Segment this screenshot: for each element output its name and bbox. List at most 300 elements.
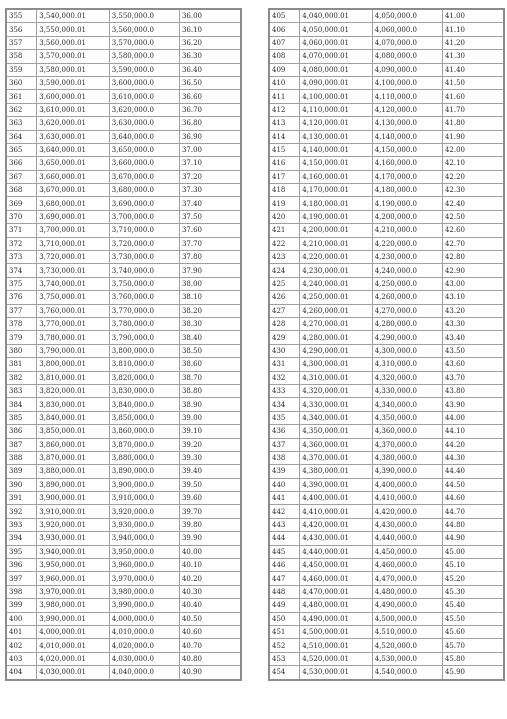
range-from-cell: 4,300,000.01 xyxy=(300,358,372,371)
rate-cell: 41.30 xyxy=(442,50,504,63)
rate-cell: 36.60 xyxy=(179,90,241,103)
row-number-cell: 428 xyxy=(269,317,300,330)
row-number-cell: 412 xyxy=(269,103,300,116)
row-number-cell: 402 xyxy=(6,639,37,652)
row-number-cell: 386 xyxy=(6,425,37,438)
range-from-cell: 3,920,000.01 xyxy=(37,518,109,531)
rate-cell: 44.90 xyxy=(442,532,504,545)
rate-cell: 37.30 xyxy=(179,184,241,197)
range-to-cell: 4,070,000.0 xyxy=(372,36,442,49)
rate-cell: 36.30 xyxy=(179,50,241,63)
range-from-cell: 3,790,000.01 xyxy=(37,344,109,357)
range-from-cell: 4,100,000.01 xyxy=(300,90,372,103)
table-row xyxy=(269,451,504,464)
rate-cell: 41.90 xyxy=(442,130,504,143)
table-row xyxy=(6,237,241,250)
range-from-cell: 3,890,000.01 xyxy=(37,478,109,491)
rate-cell: 41.20 xyxy=(442,36,504,49)
range-from-cell: 3,710,000.01 xyxy=(37,237,109,250)
table-row xyxy=(6,9,241,23)
range-to-cell: 3,940,000.0 xyxy=(109,532,179,545)
range-from-cell: 4,320,000.01 xyxy=(300,384,372,397)
range-from-cell: 3,900,000.01 xyxy=(37,492,109,505)
rate-cell: 42.70 xyxy=(442,237,504,250)
row-number-cell: 394 xyxy=(6,532,37,545)
range-to-cell: 4,130,000.0 xyxy=(372,117,442,130)
range-from-cell: 4,200,000.01 xyxy=(300,224,372,237)
row-number-cell: 366 xyxy=(6,157,37,170)
row-number-cell: 419 xyxy=(269,197,300,210)
rate-cell: 38.40 xyxy=(179,331,241,344)
table-row xyxy=(269,532,504,545)
rate-cell: 45.10 xyxy=(442,559,504,572)
rate-cell: 40.00 xyxy=(179,545,241,558)
table-row xyxy=(6,465,241,478)
rate-cell: 44.00 xyxy=(442,411,504,424)
range-to-cell: 3,750,000.0 xyxy=(109,277,179,290)
rate-cell: 42.20 xyxy=(442,170,504,183)
range-to-cell: 3,560,000.0 xyxy=(109,23,179,36)
row-number-cell: 361 xyxy=(6,90,37,103)
row-number-cell: 372 xyxy=(6,237,37,250)
row-number-cell: 357 xyxy=(6,36,37,49)
row-number-cell: 391 xyxy=(6,492,37,505)
table-row xyxy=(6,90,241,103)
table-row xyxy=(269,425,504,438)
rate-cell: 39.00 xyxy=(179,411,241,424)
rate-cell: 39.70 xyxy=(179,505,241,518)
range-from-cell: 3,580,000.01 xyxy=(37,63,109,76)
rate-cell: 42.90 xyxy=(442,264,504,277)
range-from-cell: 3,560,000.01 xyxy=(37,36,109,49)
range-to-cell: 3,710,000.0 xyxy=(109,224,179,237)
rate-cell: 42.30 xyxy=(442,184,504,197)
range-to-cell: 4,500,000.0 xyxy=(372,612,442,625)
range-to-cell: 4,160,000.0 xyxy=(372,157,442,170)
range-to-cell: 4,310,000.0 xyxy=(372,358,442,371)
range-to-cell: 3,740,000.0 xyxy=(109,264,179,277)
row-number-cell: 453 xyxy=(269,652,300,665)
table-row xyxy=(269,90,504,103)
range-from-cell: 3,970,000.01 xyxy=(37,585,109,598)
table-row xyxy=(6,398,241,411)
range-from-cell: 3,960,000.01 xyxy=(37,572,109,585)
range-to-cell: 4,320,000.0 xyxy=(372,371,442,384)
table-row xyxy=(6,344,241,357)
range-to-cell: 4,460,000.0 xyxy=(372,559,442,572)
table-row xyxy=(6,291,241,304)
range-from-cell: 4,400,000.01 xyxy=(300,492,372,505)
rate-cell: 44.20 xyxy=(442,438,504,451)
row-number-cell: 360 xyxy=(6,76,37,89)
range-from-cell: 3,870,000.01 xyxy=(37,451,109,464)
table-row xyxy=(6,585,241,598)
rate-cell: 45.60 xyxy=(442,625,504,638)
range-to-cell: 4,220,000.0 xyxy=(372,237,442,250)
range-from-cell: 3,780,000.01 xyxy=(37,331,109,344)
range-to-cell: 3,810,000.0 xyxy=(109,358,179,371)
table-row xyxy=(6,612,241,625)
table-row xyxy=(6,143,241,156)
range-from-cell: 3,990,000.01 xyxy=(37,612,109,625)
rate-cell: 37.40 xyxy=(179,197,241,210)
range-from-cell: 4,420,000.01 xyxy=(300,518,372,531)
range-to-cell: 4,140,000.0 xyxy=(372,130,442,143)
range-from-cell: 3,540,000.01 xyxy=(37,9,109,23)
range-to-cell: 4,330,000.0 xyxy=(372,384,442,397)
table-row xyxy=(269,117,504,130)
range-from-cell: 4,500,000.01 xyxy=(300,625,372,638)
left-table xyxy=(5,8,242,681)
range-to-cell: 3,680,000.0 xyxy=(109,184,179,197)
table-row xyxy=(6,532,241,545)
range-to-cell: 4,210,000.0 xyxy=(372,224,442,237)
range-from-cell: 4,140,000.01 xyxy=(300,143,372,156)
range-to-cell: 3,860,000.0 xyxy=(109,425,179,438)
range-from-cell: 4,490,000.01 xyxy=(300,612,372,625)
row-number-cell: 441 xyxy=(269,492,300,505)
row-number-cell: 393 xyxy=(6,518,37,531)
range-from-cell: 4,480,000.01 xyxy=(300,599,372,612)
table-row xyxy=(6,264,241,277)
table-row xyxy=(269,63,504,76)
table-row xyxy=(269,344,504,357)
row-number-cell: 435 xyxy=(269,411,300,424)
range-from-cell: 3,830,000.01 xyxy=(37,398,109,411)
rate-cell: 43.80 xyxy=(442,384,504,397)
row-number-cell: 414 xyxy=(269,130,300,143)
rate-cell: 38.00 xyxy=(179,277,241,290)
range-from-cell: 3,750,000.01 xyxy=(37,291,109,304)
left-table-body xyxy=(6,9,241,680)
rate-cell: 41.40 xyxy=(442,63,504,76)
rate-cell: 44.10 xyxy=(442,425,504,438)
table-row xyxy=(6,599,241,612)
range-from-cell: 3,730,000.01 xyxy=(37,264,109,277)
rate-cell: 43.20 xyxy=(442,304,504,317)
table-row xyxy=(269,625,504,638)
table-row xyxy=(269,652,504,665)
row-number-cell: 417 xyxy=(269,170,300,183)
rate-cell: 45.40 xyxy=(442,599,504,612)
range-from-cell: 3,910,000.01 xyxy=(37,505,109,518)
rate-cell: 40.20 xyxy=(179,572,241,585)
table-row xyxy=(6,505,241,518)
range-to-cell: 3,950,000.0 xyxy=(109,545,179,558)
range-to-cell: 4,260,000.0 xyxy=(372,291,442,304)
range-to-cell: 4,020,000.0 xyxy=(109,639,179,652)
rate-cell: 38.90 xyxy=(179,398,241,411)
range-from-cell: 4,150,000.01 xyxy=(300,157,372,170)
row-number-cell: 439 xyxy=(269,465,300,478)
table-row xyxy=(6,157,241,170)
right-table xyxy=(268,8,505,681)
rate-cell: 38.80 xyxy=(179,384,241,397)
rate-cell: 39.30 xyxy=(179,451,241,464)
range-to-cell: 4,480,000.0 xyxy=(372,585,442,598)
row-number-cell: 413 xyxy=(269,117,300,130)
row-number-cell: 452 xyxy=(269,639,300,652)
row-number-cell: 407 xyxy=(269,36,300,49)
range-to-cell: 4,450,000.0 xyxy=(372,545,442,558)
range-from-cell: 4,460,000.01 xyxy=(300,572,372,585)
table-row xyxy=(269,666,504,680)
range-to-cell: 3,780,000.0 xyxy=(109,317,179,330)
rate-cell: 45.00 xyxy=(442,545,504,558)
range-from-cell: 4,210,000.01 xyxy=(300,237,372,250)
table-row xyxy=(6,572,241,585)
range-from-cell: 3,650,000.01 xyxy=(37,157,109,170)
range-from-cell: 3,850,000.01 xyxy=(37,425,109,438)
rate-cell: 38.60 xyxy=(179,358,241,371)
row-number-cell: 424 xyxy=(269,264,300,277)
rate-cell: 44.70 xyxy=(442,505,504,518)
range-from-cell: 3,660,000.01 xyxy=(37,170,109,183)
row-number-cell: 390 xyxy=(6,478,37,491)
range-to-cell: 4,250,000.0 xyxy=(372,277,442,290)
table-row xyxy=(6,666,241,680)
range-from-cell: 4,410,000.01 xyxy=(300,505,372,518)
range-from-cell: 3,840,000.01 xyxy=(37,411,109,424)
range-from-cell: 4,090,000.01 xyxy=(300,76,372,89)
range-from-cell: 3,620,000.01 xyxy=(37,117,109,130)
table-row xyxy=(6,103,241,116)
rate-cell: 41.00 xyxy=(442,9,504,23)
rate-cell: 39.50 xyxy=(179,478,241,491)
range-from-cell: 3,820,000.01 xyxy=(37,384,109,397)
rate-cell: 39.90 xyxy=(179,532,241,545)
range-from-cell: 4,390,000.01 xyxy=(300,478,372,491)
range-to-cell: 4,280,000.0 xyxy=(372,317,442,330)
rate-cell: 41.80 xyxy=(442,117,504,130)
row-number-cell: 410 xyxy=(269,76,300,89)
row-number-cell: 378 xyxy=(6,317,37,330)
row-number-cell: 444 xyxy=(269,532,300,545)
range-to-cell: 3,970,000.0 xyxy=(109,572,179,585)
range-from-cell: 4,280,000.01 xyxy=(300,331,372,344)
range-to-cell: 4,380,000.0 xyxy=(372,451,442,464)
row-number-cell: 408 xyxy=(269,50,300,63)
table-row xyxy=(6,492,241,505)
range-from-cell: 4,470,000.01 xyxy=(300,585,372,598)
rate-cell: 43.50 xyxy=(442,344,504,357)
row-number-cell: 375 xyxy=(6,277,37,290)
rate-cell: 45.70 xyxy=(442,639,504,652)
range-from-cell: 4,260,000.01 xyxy=(300,304,372,317)
rate-cell: 45.90 xyxy=(442,666,504,680)
rate-cell: 37.60 xyxy=(179,224,241,237)
row-number-cell: 374 xyxy=(6,264,37,277)
range-to-cell: 3,720,000.0 xyxy=(109,237,179,250)
rate-cell: 42.50 xyxy=(442,210,504,223)
table-row xyxy=(6,425,241,438)
range-to-cell: 3,930,000.0 xyxy=(109,518,179,531)
range-to-cell: 4,370,000.0 xyxy=(372,438,442,451)
table-row xyxy=(269,184,504,197)
range-from-cell: 3,640,000.01 xyxy=(37,143,109,156)
range-to-cell: 3,880,000.0 xyxy=(109,451,179,464)
rate-cell: 42.10 xyxy=(442,157,504,170)
rate-cell: 39.10 xyxy=(179,425,241,438)
range-from-cell: 4,060,000.01 xyxy=(300,36,372,49)
table-row xyxy=(269,50,504,63)
range-to-cell: 4,290,000.0 xyxy=(372,331,442,344)
table-row xyxy=(6,277,241,290)
table-row xyxy=(269,143,504,156)
row-number-cell: 448 xyxy=(269,585,300,598)
table-row xyxy=(269,277,504,290)
range-to-cell: 3,610,000.0 xyxy=(109,90,179,103)
range-to-cell: 4,240,000.0 xyxy=(372,264,442,277)
range-from-cell: 3,610,000.01 xyxy=(37,103,109,116)
range-from-cell: 3,600,000.01 xyxy=(37,90,109,103)
row-number-cell: 396 xyxy=(6,559,37,572)
table-row xyxy=(6,384,241,397)
row-number-cell: 409 xyxy=(269,63,300,76)
rate-cell: 37.70 xyxy=(179,237,241,250)
range-to-cell: 3,870,000.0 xyxy=(109,438,179,451)
table-row xyxy=(6,76,241,89)
rate-cell: 36.80 xyxy=(179,117,241,130)
row-number-cell: 401 xyxy=(6,625,37,638)
row-number-cell: 387 xyxy=(6,438,37,451)
range-to-cell: 3,640,000.0 xyxy=(109,130,179,143)
table-row xyxy=(269,358,504,371)
table-row xyxy=(269,237,504,250)
range-to-cell: 4,470,000.0 xyxy=(372,572,442,585)
range-to-cell: 4,530,000.0 xyxy=(372,652,442,665)
range-from-cell: 4,020,000.01 xyxy=(37,652,109,665)
row-number-cell: 384 xyxy=(6,398,37,411)
range-to-cell: 3,820,000.0 xyxy=(109,371,179,384)
row-number-cell: 371 xyxy=(6,224,37,237)
range-to-cell: 4,520,000.0 xyxy=(372,639,442,652)
row-number-cell: 427 xyxy=(269,304,300,317)
range-from-cell: 4,040,000.01 xyxy=(300,9,372,23)
rate-cell: 42.80 xyxy=(442,251,504,264)
row-number-cell: 380 xyxy=(6,344,37,357)
range-from-cell: 3,590,000.01 xyxy=(37,76,109,89)
row-number-cell: 382 xyxy=(6,371,37,384)
range-to-cell: 4,200,000.0 xyxy=(372,210,442,223)
range-from-cell: 3,630,000.01 xyxy=(37,130,109,143)
row-number-cell: 376 xyxy=(6,291,37,304)
range-to-cell: 4,030,000.0 xyxy=(109,652,179,665)
range-to-cell: 4,300,000.0 xyxy=(372,344,442,357)
row-number-cell: 411 xyxy=(269,90,300,103)
range-to-cell: 4,440,000.0 xyxy=(372,532,442,545)
row-number-cell: 364 xyxy=(6,130,37,143)
rate-cell: 40.70 xyxy=(179,639,241,652)
table-row xyxy=(269,398,504,411)
rate-cell: 45.50 xyxy=(442,612,504,625)
range-to-cell: 3,960,000.0 xyxy=(109,559,179,572)
right-table-body xyxy=(269,9,504,680)
rate-cell: 40.30 xyxy=(179,585,241,598)
rate-cell: 43.10 xyxy=(442,291,504,304)
rate-cell: 41.50 xyxy=(442,76,504,89)
range-to-cell: 4,110,000.0 xyxy=(372,90,442,103)
table-row xyxy=(6,23,241,36)
range-to-cell: 3,900,000.0 xyxy=(109,478,179,491)
row-number-cell: 368 xyxy=(6,184,37,197)
range-to-cell: 3,660,000.0 xyxy=(109,157,179,170)
range-from-cell: 4,190,000.01 xyxy=(300,210,372,223)
table-row xyxy=(269,331,504,344)
table-row xyxy=(269,103,504,116)
range-from-cell: 3,880,000.01 xyxy=(37,465,109,478)
table-row xyxy=(269,264,504,277)
rate-cell: 43.60 xyxy=(442,358,504,371)
row-number-cell: 404 xyxy=(6,666,37,680)
table-row xyxy=(269,465,504,478)
row-number-cell: 445 xyxy=(269,545,300,558)
table-row xyxy=(269,411,504,424)
range-from-cell: 4,380,000.01 xyxy=(300,465,372,478)
range-to-cell: 3,920,000.0 xyxy=(109,505,179,518)
range-to-cell: 4,000,000.0 xyxy=(109,612,179,625)
range-to-cell: 4,080,000.0 xyxy=(372,50,442,63)
range-to-cell: 3,800,000.0 xyxy=(109,344,179,357)
range-from-cell: 4,270,000.01 xyxy=(300,317,372,330)
row-number-cell: 392 xyxy=(6,505,37,518)
row-number-cell: 431 xyxy=(269,358,300,371)
rate-cell: 41.70 xyxy=(442,103,504,116)
row-number-cell: 377 xyxy=(6,304,37,317)
range-to-cell: 3,590,000.0 xyxy=(109,63,179,76)
row-number-cell: 433 xyxy=(269,384,300,397)
range-from-cell: 4,120,000.01 xyxy=(300,117,372,130)
table-row xyxy=(6,451,241,464)
range-to-cell: 4,340,000.0 xyxy=(372,398,442,411)
range-to-cell: 3,690,000.0 xyxy=(109,197,179,210)
range-from-cell: 4,180,000.01 xyxy=(300,197,372,210)
row-number-cell: 429 xyxy=(269,331,300,344)
rate-cell: 40.40 xyxy=(179,599,241,612)
table-row xyxy=(6,130,241,143)
table-row xyxy=(269,384,504,397)
row-number-cell: 442 xyxy=(269,505,300,518)
row-number-cell: 381 xyxy=(6,358,37,371)
range-to-cell: 3,620,000.0 xyxy=(109,103,179,116)
row-number-cell: 388 xyxy=(6,451,37,464)
range-from-cell: 4,430,000.01 xyxy=(300,532,372,545)
row-number-cell: 437 xyxy=(269,438,300,451)
rate-cell: 38.10 xyxy=(179,291,241,304)
rate-cell: 40.80 xyxy=(179,652,241,665)
range-to-cell: 3,570,000.0 xyxy=(109,36,179,49)
table-row xyxy=(269,317,504,330)
rate-cell: 37.80 xyxy=(179,251,241,264)
table-row xyxy=(269,492,504,505)
range-from-cell: 4,290,000.01 xyxy=(300,344,372,357)
table-row xyxy=(269,585,504,598)
row-number-cell: 443 xyxy=(269,518,300,531)
table-row xyxy=(6,224,241,237)
range-to-cell: 4,010,000.0 xyxy=(109,625,179,638)
range-from-cell: 4,010,000.01 xyxy=(37,639,109,652)
rate-cell: 39.80 xyxy=(179,518,241,531)
row-number-cell: 418 xyxy=(269,184,300,197)
range-from-cell: 4,030,000.01 xyxy=(37,666,109,680)
row-number-cell: 363 xyxy=(6,117,37,130)
range-from-cell: 3,760,000.01 xyxy=(37,304,109,317)
table-row xyxy=(6,50,241,63)
table-row xyxy=(6,251,241,264)
rate-cell: 37.50 xyxy=(179,210,241,223)
rate-cell: 43.70 xyxy=(442,371,504,384)
range-to-cell: 3,790,000.0 xyxy=(109,331,179,344)
